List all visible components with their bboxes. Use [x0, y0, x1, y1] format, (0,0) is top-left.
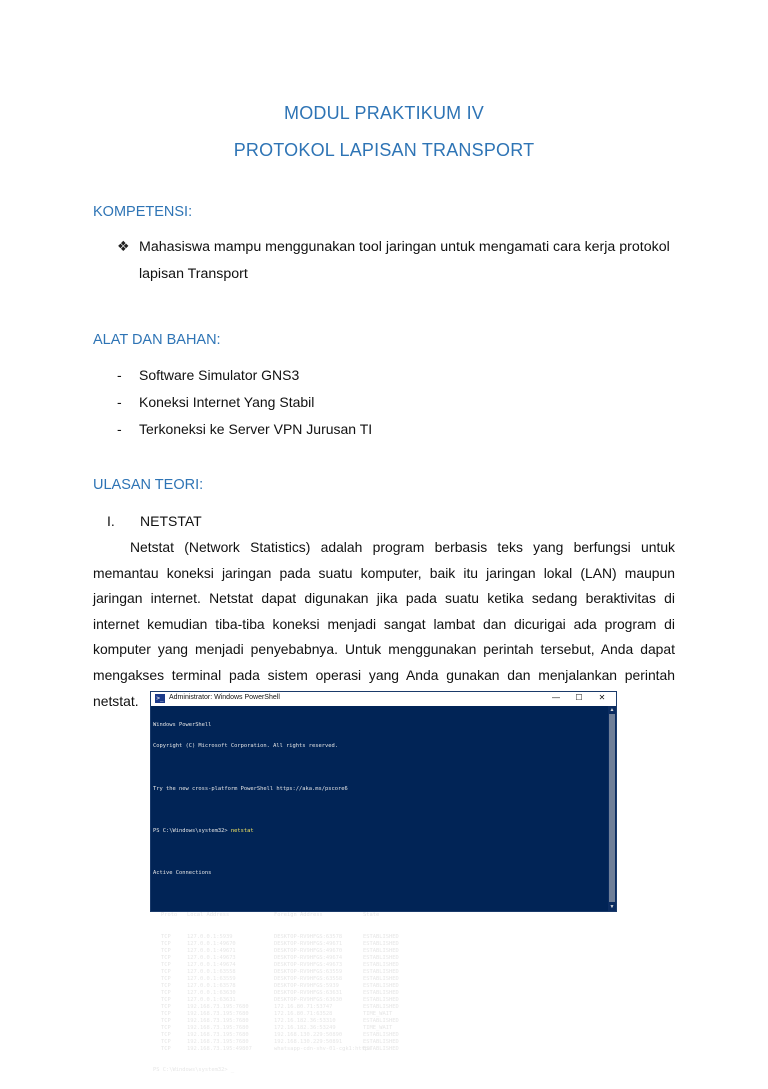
cell-local: 127.0.0.1:63578 [187, 982, 236, 989]
cell-proto: TCP [161, 961, 171, 968]
scroll-thumb [609, 714, 615, 902]
cell-state: ESTABLISHED [363, 961, 399, 968]
cell-state: ESTABLISHED [363, 989, 399, 996]
connection-row [153, 983, 605, 990]
terminal-line: Windows PowerShell [153, 722, 212, 729]
cell-local: 192.168.73.195:7680 [187, 1039, 249, 1046]
cell-foreign: 172.16.80.71:63528 [274, 1011, 333, 1018]
cell-foreign: DESKTOP-RV9HFGS:63578 [274, 933, 343, 940]
cell-proto: TCP [161, 1003, 171, 1010]
header-state: State [363, 912, 380, 919]
cell-proto: TCP [161, 954, 171, 961]
cell-local: 127.0.0.1:63631 [187, 996, 236, 1003]
cell-local: 127.0.0.1:5939 [187, 933, 233, 940]
ulasan-heading: ULASAN TEORI: [93, 477, 204, 493]
connection-row [153, 997, 605, 1004]
page-title-line1: MODUL PRAKTIKUM IV [284, 103, 484, 123]
terminal-final-prompt: PS C:\Windows\system32> _ [153, 1067, 235, 1074]
cell-state: TIME_WAIT [363, 1025, 393, 1032]
maximize-icon: ☐ [575, 693, 583, 702]
cell-foreign: 192.168.130.229:50890 [274, 1032, 343, 1039]
terminal-line [153, 891, 605, 898]
cell-state: ESTABLISHED [363, 947, 399, 954]
cell-foreign: 192.168.130.229:50891 [274, 1039, 343, 1046]
terminal-line [153, 849, 605, 856]
cell-local: 192.168.73.195:7680 [187, 1025, 249, 1032]
cell-foreign: 172.16.80.71:53747 [274, 1003, 333, 1010]
command: netstat [230, 827, 254, 834]
connection-row [153, 962, 605, 969]
cell-foreign: DESKTOP-RV9HFGS:49671 [274, 940, 343, 947]
alat-item-text: Terkoneksi ke Server VPN Jurusan TI [139, 421, 373, 437]
cell-local: 127.0.0.1:63630 [187, 989, 236, 996]
cell-state: ESTABLISHED [363, 954, 399, 961]
cell-proto: TCP [161, 1018, 171, 1025]
scroll-up-icon: ▲ [609, 707, 615, 713]
cell-proto: TCP [161, 1032, 171, 1039]
cell-proto: TCP [161, 940, 171, 947]
cell-local: 192.168.73.195:49807 [187, 1046, 252, 1053]
connection-row [153, 1032, 605, 1039]
cell-local: 127.0.0.1:63559 [187, 975, 236, 982]
cell-state: ESTABLISHED [363, 982, 399, 989]
cell-local: 192.168.73.195:7680 [187, 1018, 249, 1025]
cell-proto: TCP [161, 933, 171, 940]
cell-foreign: DESKTOP-RV9HFGS:63631 [274, 989, 343, 996]
header-foreign: Foreign Address [274, 912, 323, 919]
cell-foreign: 172.16.182.36:53249 [274, 1025, 336, 1032]
cell-local: 127.0.0.1:49673 [187, 954, 236, 961]
cell-state: ESTABLISHED [363, 1039, 399, 1046]
scroll-down-icon: ▼ [609, 904, 615, 910]
cell-state: ESTABLISHED [363, 1003, 399, 1010]
minimize-icon: — [552, 693, 560, 702]
terminal-line: Active Connections [153, 870, 212, 877]
powershell-titlebar [151, 692, 616, 706]
kompetensi-item-text: Mahasiswa mampu menggunakan tool jaringan untuk mengamati cara kerja protokol lapisan Transport [139, 239, 670, 282]
connection-row [153, 955, 605, 962]
cell-local: 127.0.0.1:49671 [187, 947, 236, 954]
cell-foreign: DESKTOP-RV9HFGS:49673 [274, 961, 343, 968]
section-number: I. [107, 513, 115, 529]
cell-proto: TCP [161, 968, 171, 975]
cell-proto: TCP [161, 975, 171, 982]
alat-item-text: Koneksi Internet Yang Stabil [139, 394, 315, 410]
page-title-line2: PROTOKOL LAPISAN TRANSPORT [233, 140, 535, 160]
terminal-output [153, 708, 605, 1074]
connection-row [153, 934, 605, 941]
powershell-icon: >_ [156, 695, 164, 702]
dash-marker: - [117, 394, 122, 410]
connection-row [153, 969, 605, 976]
cell-foreign: DESKTOP-RV9HFGS:63559 [274, 968, 343, 975]
header-proto: Proto [161, 912, 178, 919]
cell-foreign: DESKTOP-RV9HFGS:63558 [274, 975, 343, 982]
window-title: Administrator: Windows PowerShell [169, 694, 280, 701]
connection-row [153, 976, 605, 983]
dash-marker: - [117, 367, 122, 383]
connection-rows [153, 934, 605, 1054]
cell-foreign: 172.16.182.36:53310 [274, 1018, 336, 1025]
cell-foreign: DESKTOP-RV9HFGS:63630 [274, 996, 343, 1003]
cell-proto: TCP [161, 947, 171, 954]
cell-foreign: whatsapp-cdn-shv-01-cgk1:https [274, 1046, 372, 1053]
dash-marker: - [117, 421, 122, 437]
connection-row [153, 1046, 605, 1053]
terminal-line [153, 807, 605, 814]
section-title: NETSTAT [140, 513, 202, 529]
cell-proto: TCP [161, 1039, 171, 1046]
alat-item-text: Software Simulator GNS3 [139, 367, 300, 383]
connection-row [153, 948, 605, 955]
connection-header-row [153, 912, 605, 919]
cell-state: ESTABLISHED [363, 1032, 399, 1039]
cell-proto: TCP [161, 1011, 171, 1018]
cell-state: ESTABLISHED [363, 940, 399, 947]
netstat-paragraph: Netstat (Network Statistics) adalah program berbasis teks yang berfungsi untuk memantau koneksi jaringan pada suatu komputer, baik itu jaringan lokal (LAN) maupun jaringan internet. Netstat dapat digunakan jika pada suatu ketika sedang beraktivitas di internet kemudian tiba-tiba koneksi menjadi sangat lambat dan dicurigai ada program di komputer yang menjadi penyebabnya. Untuk menggunakan perintah tersebut, Anda dapat mengakses terminal pada sistem operasi yang Anda gunakan dan menjalankan perintah netstat. [93, 539, 675, 709]
connection-row [153, 1039, 605, 1046]
cell-proto: TCP [161, 1025, 171, 1032]
connection-row [153, 1004, 605, 1011]
kompetensi-item [117, 234, 677, 294]
cell-proto: TCP [161, 1046, 171, 1053]
cell-state: ESTABLISHED [363, 933, 399, 940]
connection-row [153, 1018, 605, 1025]
prompt: PS C:\Windows\system32> [153, 827, 231, 834]
cell-foreign: DESKTOP-RV9HFGS:49674 [274, 954, 343, 961]
diamond-bullet-icon: ❖ [117, 238, 130, 254]
connection-row [153, 990, 605, 997]
cell-state: ESTABLISHED [363, 1018, 399, 1025]
cell-foreign: DESKTOP-RV9HFGS:49670 [274, 947, 343, 954]
cell-proto: TCP [161, 996, 171, 1003]
header-local: Local Address [187, 912, 230, 919]
cell-local: 127.0.0.1:63558 [187, 968, 236, 975]
cell-local: 127.0.0.1:49670 [187, 940, 236, 947]
connection-row [153, 941, 605, 948]
terminal-line: Copyright (C) Microsoft Corporation. All rights reserved. [153, 743, 338, 750]
powershell-screenshot [151, 692, 616, 1074]
terminal-line: Try the new cross-platform PowerShell https://aka.ms/pscore6 [153, 785, 348, 792]
cell-state: TIME_WAIT [363, 1011, 393, 1018]
connection-row [153, 1011, 605, 1018]
cell-proto: TCP [161, 989, 171, 996]
cell-state: ESTABLISHED [363, 975, 399, 982]
cell-local: 192.168.73.195:7680 [187, 1032, 249, 1039]
terminal-line [153, 764, 605, 771]
cell-local: 192.168.73.195:7680 [187, 1003, 249, 1010]
kompetensi-heading: KOMPETENSI: [93, 204, 193, 220]
connection-row [153, 1025, 605, 1032]
close-icon: ✕ [598, 693, 606, 702]
scrollbar [608, 706, 616, 911]
cell-state: ESTABLISHED [363, 1046, 399, 1053]
cell-local: 192.168.73.195:7680 [187, 1011, 249, 1018]
cell-state: ESTABLISHED [363, 996, 399, 1003]
cell-local: 127.0.0.1:49674 [187, 961, 236, 968]
cell-proto: TCP [161, 982, 171, 989]
cell-state: ESTABLISHED [363, 968, 399, 975]
alat-heading: ALAT DAN BAHAN: [93, 332, 221, 348]
terminal-command-line [153, 828, 605, 835]
cell-foreign: DESKTOP-RV9HFGS:5939 [274, 982, 339, 989]
